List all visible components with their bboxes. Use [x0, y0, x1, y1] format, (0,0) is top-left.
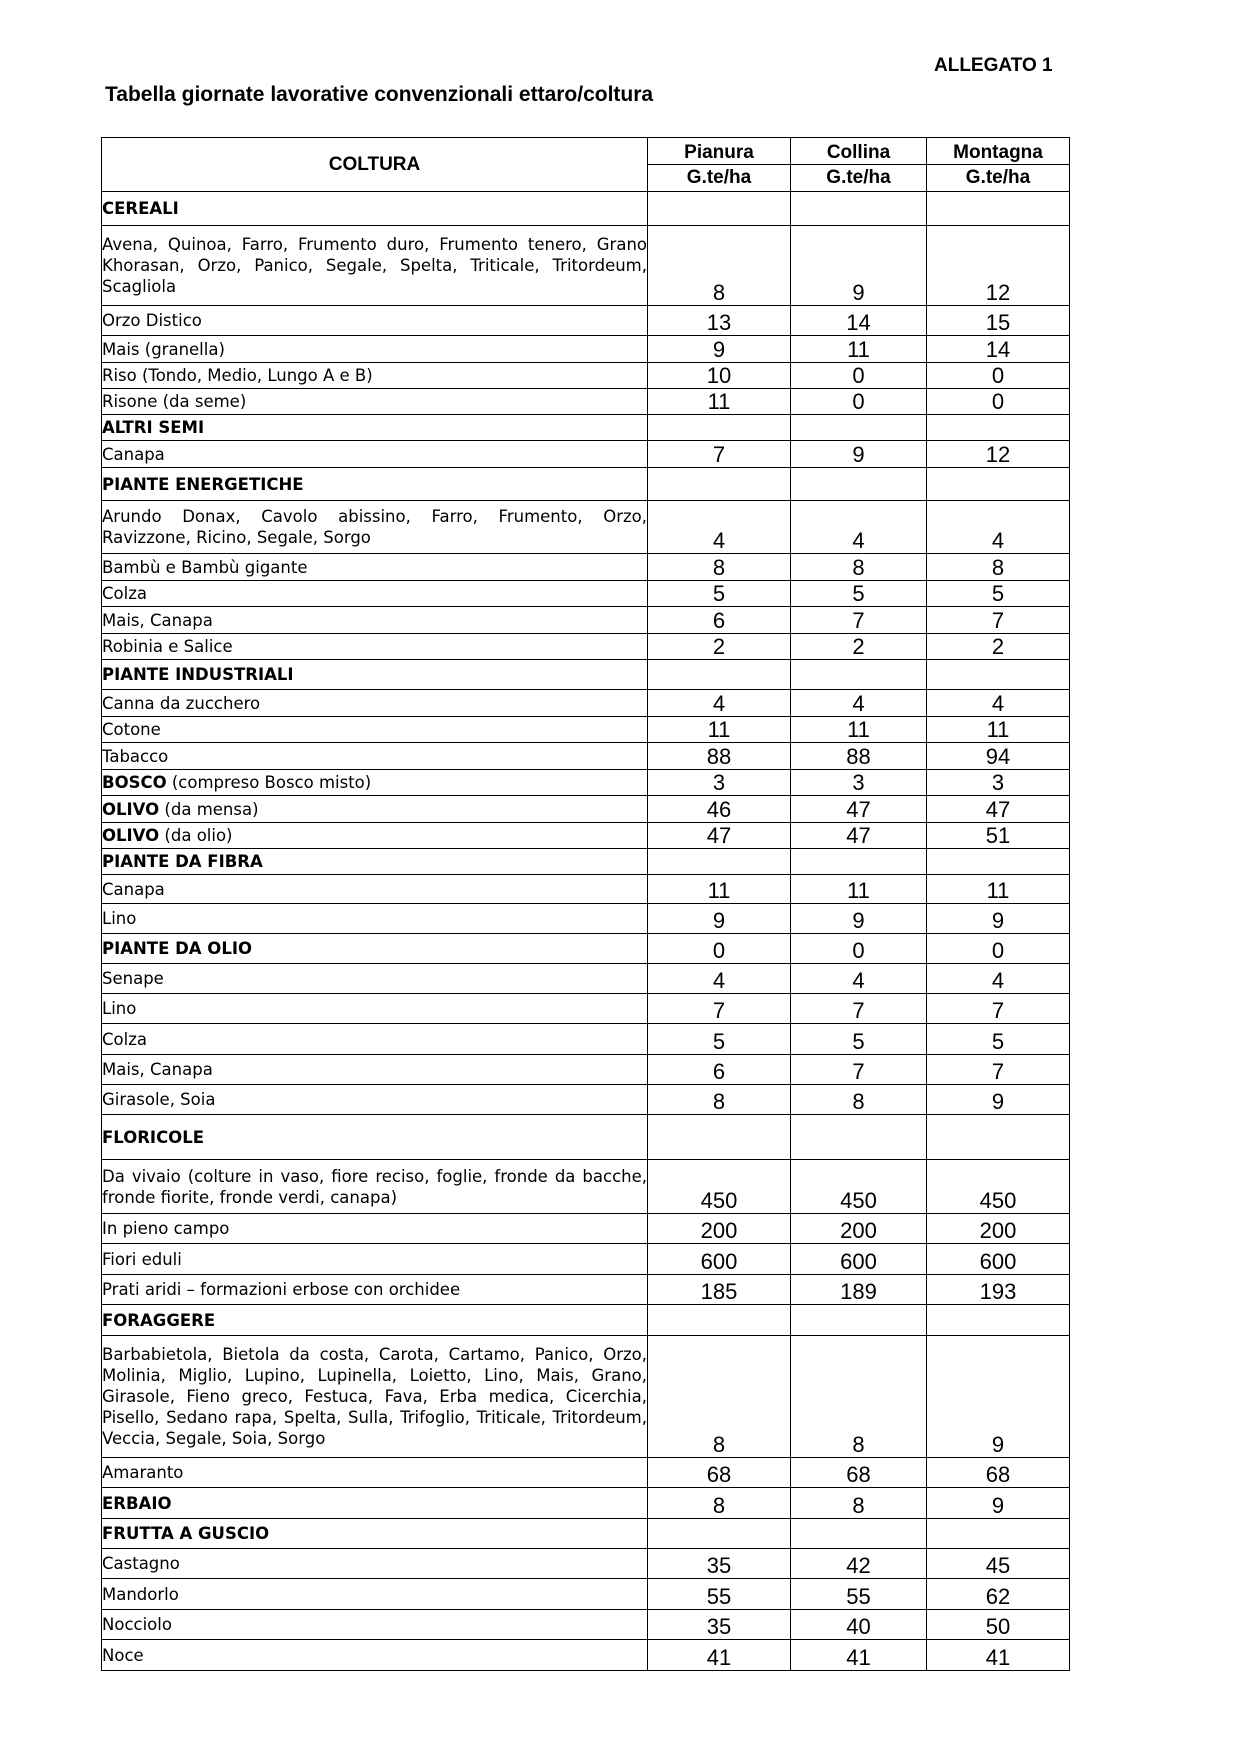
coltura-cell: Canapa — [102, 875, 648, 904]
table-row — [102, 904, 1070, 934]
value-cell-collina: 55 — [791, 1579, 927, 1610]
coltura-cell: Robinia e Salice — [102, 634, 648, 660]
category-label: PIANTE DA OLIO — [102, 939, 252, 958]
table-row — [102, 823, 1070, 849]
coltura-cell: In pieno campo — [102, 1214, 648, 1244]
value-cell-montagna: 0 — [927, 389, 1070, 415]
table-body — [102, 192, 1070, 1671]
value-cell-collina: 11 — [791, 875, 927, 904]
value-cell-pianura — [648, 468, 791, 501]
value-cell-collina: 200 — [791, 1214, 927, 1244]
value-cell-montagna: 450 — [927, 1160, 1070, 1214]
value-cell-montagna: 12 — [927, 226, 1070, 306]
value-cell-montagna: 0 — [927, 363, 1070, 389]
value-cell-pianura — [648, 1519, 791, 1549]
value-cell-montagna: 15 — [927, 306, 1070, 336]
value-cell-montagna: 62 — [927, 1579, 1070, 1610]
value-cell-collina: 5 — [791, 581, 927, 607]
category-label: PIANTE DA FIBRA — [102, 852, 263, 871]
value-cell-pianura — [648, 660, 791, 690]
value-cell-pianura: 68 — [648, 1458, 791, 1488]
value-cell-montagna — [927, 849, 1070, 875]
coltura-cell — [102, 1519, 648, 1549]
value-cell-montagna: 193 — [927, 1275, 1070, 1305]
coltura-header: COLTURA — [102, 138, 648, 192]
coltura-cell: Colza — [102, 581, 648, 607]
value-cell-collina: 0 — [791, 389, 927, 415]
coltura-cell: Canapa — [102, 441, 648, 468]
value-cell-pianura: 13 — [648, 306, 791, 336]
value-cell-pianura: 55 — [648, 1579, 791, 1610]
value-cell-montagna: 4 — [927, 501, 1070, 554]
value-cell-montagna — [927, 1519, 1070, 1549]
document-title: Tabella giornate lavorative convenzionali ettaro/coltura — [105, 83, 654, 106]
table-row — [102, 336, 1070, 363]
table-row — [102, 1579, 1070, 1610]
table-row — [102, 770, 1070, 796]
table-row — [102, 1244, 1070, 1275]
value-cell-pianura: 4 — [648, 501, 791, 554]
value-cell-pianura: 8 — [648, 1336, 791, 1458]
coltura-cell: Cotone — [102, 717, 648, 743]
value-cell-montagna: 200 — [927, 1214, 1070, 1244]
value-cell-pianura: 9 — [648, 904, 791, 934]
category-label: OLIVO — [102, 826, 160, 845]
table-row — [102, 994, 1070, 1024]
value-cell-collina: 0 — [791, 934, 927, 964]
value-cell-pianura — [648, 415, 791, 441]
table-row — [102, 634, 1070, 660]
value-cell-montagna: 0 — [927, 934, 1070, 964]
value-cell-collina: 11 — [791, 336, 927, 363]
value-cell-pianura: 8 — [648, 226, 791, 306]
coltura-cell: Amaranto — [102, 1458, 648, 1488]
value-cell-pianura: 3 — [648, 770, 791, 796]
value-cell-montagna: 2 — [927, 634, 1070, 660]
table-row — [102, 934, 1070, 964]
table-row — [102, 796, 1070, 823]
category-suffix: (compreso Bosco misto) — [166, 773, 372, 792]
value-cell-pianura: 46 — [648, 796, 791, 823]
value-cell-montagna: 50 — [927, 1610, 1070, 1640]
coltura-cell: Nocciolo — [102, 1610, 648, 1640]
value-cell-montagna: 51 — [927, 823, 1070, 849]
value-cell-collina — [791, 192, 927, 226]
value-cell-montagna: 41 — [927, 1640, 1070, 1671]
value-cell-pianura: 185 — [648, 1275, 791, 1305]
unit-header-pianura: G.te/ha — [648, 165, 791, 192]
coltura-cell: Castagno — [102, 1549, 648, 1579]
value-cell-pianura: 7 — [648, 994, 791, 1024]
value-cell-montagna: 9 — [927, 904, 1070, 934]
value-cell-pianura: 9 — [648, 336, 791, 363]
table-row — [102, 743, 1070, 770]
value-cell-collina: 2 — [791, 634, 927, 660]
category-label: CEREALI — [102, 199, 179, 218]
value-cell-montagna: 7 — [927, 994, 1070, 1024]
table-row — [102, 1336, 1070, 1458]
value-cell-pianura: 88 — [648, 743, 791, 770]
value-cell-pianura: 8 — [648, 1085, 791, 1115]
value-cell-montagna: 3 — [927, 770, 1070, 796]
zone-header-collina: Collina — [791, 138, 927, 165]
coltura-cell — [102, 660, 648, 690]
category-suffix: (da mensa) — [159, 799, 259, 819]
value-cell-collina — [791, 415, 927, 441]
value-cell-collina: 8 — [791, 1336, 927, 1458]
value-cell-montagna — [927, 1115, 1070, 1160]
coltura-cell: Arundo Donax, Cavolo abissino, Farro, Frumento, Orzo, Ravizzone, Ricino, Segale, Sorgo — [102, 501, 648, 554]
value-cell-collina: 0 — [791, 363, 927, 389]
table-row — [102, 389, 1070, 415]
coltura-cell — [102, 796, 648, 823]
value-cell-pianura: 8 — [648, 554, 791, 581]
value-cell-montagna: 600 — [927, 1244, 1070, 1275]
value-cell-montagna — [927, 1305, 1070, 1336]
category-row — [102, 849, 1070, 875]
value-cell-montagna: 7 — [927, 1055, 1070, 1085]
category-row — [102, 415, 1070, 441]
coltura-cell: Da vivaio (colture in vaso, fiore reciso, foglie, fronde da bacche, fronde fiorite, fronde verdi, canapa) — [102, 1160, 648, 1214]
coltura-cell: Senape — [102, 964, 648, 994]
value-cell-pianura: 11 — [648, 875, 791, 904]
value-cell-pianura: 5 — [648, 1024, 791, 1055]
value-cell-pianura — [648, 1115, 791, 1160]
value-cell-montagna: 4 — [927, 690, 1070, 717]
value-cell-montagna: 94 — [927, 743, 1070, 770]
table-row — [102, 964, 1070, 994]
value-cell-collina: 7 — [791, 1055, 927, 1085]
table-row — [102, 1160, 1070, 1214]
coltura-cell — [102, 1115, 648, 1160]
category-label: FORAGGERE — [102, 1310, 216, 1330]
coltura-cell — [102, 1305, 648, 1336]
value-cell-pianura: 8 — [648, 1488, 791, 1519]
value-cell-collina: 4 — [791, 964, 927, 994]
value-cell-montagna: 4 — [927, 964, 1070, 994]
value-cell-pianura: 10 — [648, 363, 791, 389]
value-cell-collina — [791, 660, 927, 690]
annex-label: ALLEGATO 1 — [934, 55, 1053, 76]
value-cell-collina: 189 — [791, 1275, 927, 1305]
value-cell-montagna: 7 — [927, 607, 1070, 634]
value-cell-pianura: 6 — [648, 1055, 791, 1085]
coltura-cell — [102, 192, 648, 226]
value-cell-collina — [791, 1115, 927, 1160]
value-cell-collina — [791, 468, 927, 501]
value-cell-montagna: 14 — [927, 336, 1070, 363]
table-row — [102, 1024, 1070, 1055]
table-row — [102, 1055, 1070, 1085]
value-cell-montagna: 9 — [927, 1488, 1070, 1519]
value-cell-montagna — [927, 660, 1070, 690]
value-cell-collina: 11 — [791, 717, 927, 743]
value-cell-montagna: 9 — [927, 1336, 1070, 1458]
coltura-cell — [102, 934, 648, 964]
value-cell-montagna: 11 — [927, 875, 1070, 904]
table-row — [102, 501, 1070, 554]
coltura-cell: Lino — [102, 904, 648, 934]
category-suffix: (da olio) — [159, 826, 233, 845]
value-cell-collina: 8 — [791, 554, 927, 581]
value-cell-collina: 7 — [791, 994, 927, 1024]
table-row — [102, 1275, 1070, 1305]
value-cell-montagna: 47 — [927, 796, 1070, 823]
table-row — [102, 717, 1070, 743]
coltura-cell: Orzo Distico — [102, 306, 648, 336]
value-cell-pianura: 450 — [648, 1160, 791, 1214]
value-cell-pianura: 6 — [648, 607, 791, 634]
value-cell-pianura: 41 — [648, 1640, 791, 1671]
coltura-cell: Girasole, Soia — [102, 1085, 648, 1115]
category-label: BOSCO — [102, 773, 167, 792]
coltura-cell: Riso (Tondo, Medio, Lungo A e B) — [102, 363, 648, 389]
coltura-cell — [102, 823, 648, 849]
value-cell-montagna: 45 — [927, 1549, 1070, 1579]
category-row — [102, 1115, 1070, 1160]
crop-workdays-table — [101, 137, 1070, 1671]
value-cell-pianura: 2 — [648, 634, 791, 660]
coltura-cell: Fiori eduli — [102, 1244, 648, 1275]
category-row — [102, 1519, 1070, 1549]
value-cell-collina: 88 — [791, 743, 927, 770]
coltura-cell: Prati aridi – formazioni erbose con orchidee — [102, 1275, 648, 1305]
value-cell-pianura: 5 — [648, 581, 791, 607]
value-cell-pianura: 35 — [648, 1610, 791, 1640]
value-cell-pianura: 11 — [648, 389, 791, 415]
table-row — [102, 1214, 1070, 1244]
category-row — [102, 1305, 1070, 1336]
category-label: FRUTTA A GUSCIO — [102, 1524, 270, 1543]
category-label: PIANTE INDUSTRIALI — [102, 665, 294, 684]
value-cell-collina: 8 — [791, 1085, 927, 1115]
coltura-cell: Mais (granella) — [102, 336, 648, 363]
value-cell-collina: 47 — [791, 823, 927, 849]
category-label: FLORICOLE — [102, 1127, 204, 1147]
table-row — [102, 581, 1070, 607]
value-cell-collina: 9 — [791, 904, 927, 934]
coltura-cell: Tabacco — [102, 743, 648, 770]
value-cell-pianura: 0 — [648, 934, 791, 964]
table-row — [102, 1640, 1070, 1671]
coltura-cell — [102, 849, 648, 875]
value-cell-pianura — [648, 849, 791, 875]
value-cell-pianura: 4 — [648, 690, 791, 717]
value-cell-collina: 5 — [791, 1024, 927, 1055]
coltura-cell: Mais, Canapa — [102, 607, 648, 634]
value-cell-montagna: 5 — [927, 581, 1070, 607]
coltura-cell — [102, 1488, 648, 1519]
value-cell-collina: 600 — [791, 1244, 927, 1275]
coltura-cell — [102, 415, 648, 441]
value-cell-pianura — [648, 1305, 791, 1336]
value-cell-collina: 9 — [791, 441, 927, 468]
table-row — [102, 441, 1070, 468]
table-row — [102, 1458, 1070, 1488]
value-cell-collina: 14 — [791, 306, 927, 336]
coltura-cell: Noce — [102, 1640, 648, 1671]
value-cell-pianura: 35 — [648, 1549, 791, 1579]
coltura-cell: Lino — [102, 994, 648, 1024]
table-row — [102, 607, 1070, 634]
value-cell-collina — [791, 1519, 927, 1549]
value-cell-collina: 42 — [791, 1549, 927, 1579]
table-row — [102, 226, 1070, 306]
category-row — [102, 660, 1070, 690]
category-row — [102, 192, 1070, 226]
coltura-cell: Canna da zucchero — [102, 690, 648, 717]
value-cell-pianura: 7 — [648, 441, 791, 468]
value-cell-montagna: 8 — [927, 554, 1070, 581]
category-label: PIANTE ENERGETICHE — [102, 474, 304, 494]
value-cell-collina: 40 — [791, 1610, 927, 1640]
value-cell-montagna — [927, 415, 1070, 441]
value-cell-collina: 47 — [791, 796, 927, 823]
zone-header-pianura: Pianura — [648, 138, 791, 165]
table-row — [102, 1488, 1070, 1519]
value-cell-pianura: 200 — [648, 1214, 791, 1244]
table-row — [102, 554, 1070, 581]
value-cell-montagna: 11 — [927, 717, 1070, 743]
value-cell-montagna: 12 — [927, 441, 1070, 468]
value-cell-montagna — [927, 192, 1070, 226]
value-cell-collina: 4 — [791, 690, 927, 717]
coltura-cell: Barbabietola, Bietola da costa, Carota, Cartamo, Panico, Orzo, Molinia, Miglio, Lupino, Lupinella, Loietto, Lino, Mais, Grano, Girasole, Fieno greco, Festuca, Fava, Erba medica, Cicerchia, Pisello, Sedano rapa, Spelta, Sulla, Trifoglio, Triticale, Tritordeum, Veccia, Segale, Soia, Sorgo — [102, 1336, 648, 1458]
table-row — [102, 306, 1070, 336]
value-cell-collina: 3 — [791, 770, 927, 796]
table-row — [102, 363, 1070, 389]
category-row — [102, 468, 1070, 501]
value-cell-montagna: 9 — [927, 1085, 1070, 1115]
coltura-cell: Avena, Quinoa, Farro, Frumento duro, Frumento tenero, Grano Khorasan, Orzo, Panico, Segale, Spelta, Triticale, Tritordeum, Scagliola — [102, 226, 648, 306]
zone-header-montagna: Montagna — [927, 138, 1070, 165]
value-cell-montagna — [927, 468, 1070, 501]
value-cell-collina: 7 — [791, 607, 927, 634]
table-row — [102, 1085, 1070, 1115]
value-cell-pianura: 11 — [648, 717, 791, 743]
value-cell-pianura: 600 — [648, 1244, 791, 1275]
unit-header-montagna: G.te/ha — [927, 165, 1070, 192]
value-cell-pianura — [648, 192, 791, 226]
value-cell-pianura: 4 — [648, 964, 791, 994]
value-cell-collina — [791, 849, 927, 875]
value-cell-montagna: 5 — [927, 1024, 1070, 1055]
value-cell-collina: 9 — [791, 226, 927, 306]
value-cell-collina: 4 — [791, 501, 927, 554]
category-label: OLIVO — [102, 799, 160, 819]
coltura-cell: Mais, Canapa — [102, 1055, 648, 1085]
table-row — [102, 1549, 1070, 1579]
value-cell-pianura: 47 — [648, 823, 791, 849]
table-row — [102, 875, 1070, 904]
value-cell-collina: 41 — [791, 1640, 927, 1671]
table-row — [102, 690, 1070, 717]
coltura-cell: Mandorlo — [102, 1579, 648, 1610]
category-label: ERBAIO — [102, 1493, 172, 1513]
value-cell-collina: 8 — [791, 1488, 927, 1519]
value-cell-collina — [791, 1305, 927, 1336]
category-label: ALTRI SEMI — [102, 418, 205, 437]
unit-header-collina: G.te/ha — [791, 165, 927, 192]
value-cell-montagna: 68 — [927, 1458, 1070, 1488]
value-cell-collina: 68 — [791, 1458, 927, 1488]
coltura-cell — [102, 770, 648, 796]
coltura-cell: Risone (da seme) — [102, 389, 648, 415]
value-cell-collina: 450 — [791, 1160, 927, 1214]
coltura-cell — [102, 468, 648, 501]
coltura-cell: Bambù e Bambù gigante — [102, 554, 648, 581]
coltura-cell: Colza — [102, 1024, 648, 1055]
table-row — [102, 1610, 1070, 1640]
